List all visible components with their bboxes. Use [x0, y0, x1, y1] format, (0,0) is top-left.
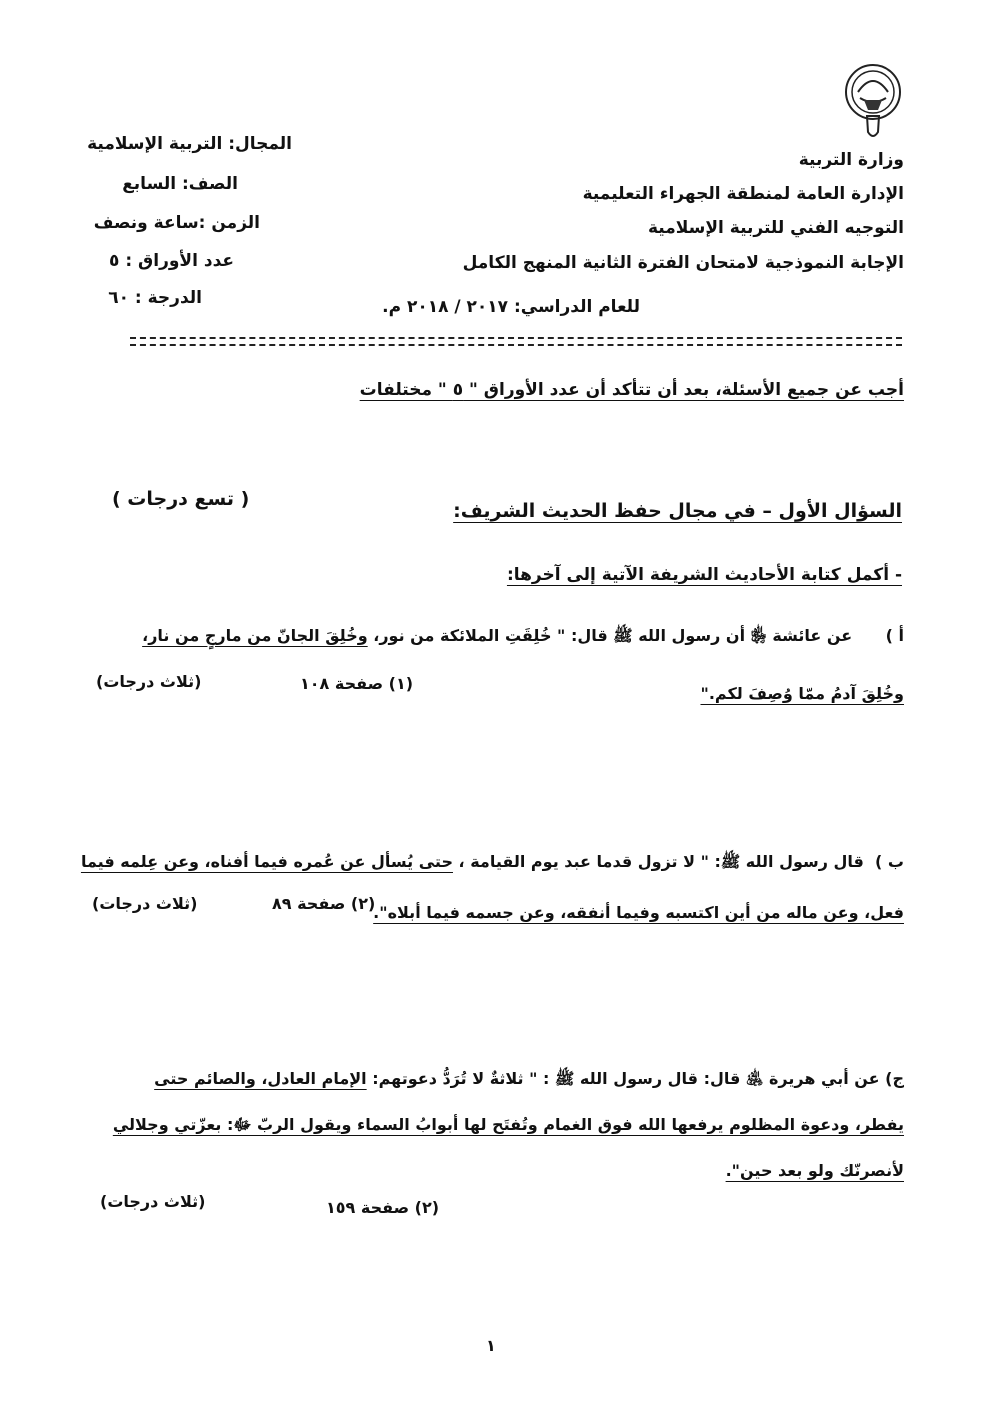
part-c-text: عن أبي هريرة ﵁ قال: قال رسول الله ﷺ : " ثلاثةٌ لا تُرَدُّ دعوتهم: — [366, 1069, 880, 1088]
part-a-text: عن عائشة ﵂ أن رسول الله ﷺ قال: " خُلِقَتِ الملائكة من نور، — [367, 626, 853, 645]
part-c-answer-line2: يفطر، ودعوة المظلوم يرفعها الله فوق الغمام وتُفتَح لها أبوابُ السماء ويقول الربّ ﷻ: بعزّتي وجلالي — [112, 1115, 904, 1134]
subject-field: المجال: التربية الإسلامية — [87, 134, 292, 154]
exam-duration: الزمن :ساعة ونصف — [93, 213, 260, 233]
part-c-answer: الإمام العادل، والصائم حتى — [154, 1069, 367, 1088]
ministry-name: وزارة التربية — [798, 150, 904, 170]
general-instruction: أجب عن جميع الأسئلة، بعد أن تتأكد أن عدد الأوراق " ٥ " مختلفات — [359, 380, 904, 400]
exam-title: الإجابة النموذجية لامتحان الفترة الثانية المنهج الكامل — [462, 253, 904, 273]
part-c-label: ج) — [885, 1069, 904, 1088]
page-number: ١ — [486, 1336, 496, 1355]
part-a-label: أ ) — [885, 626, 904, 645]
grade-level: الصف: السابع — [122, 174, 238, 194]
kuwait-emblem-icon — [842, 62, 904, 142]
total-score: الدرجة : ٦٠ — [108, 288, 202, 308]
part-b-label: ب ) — [875, 852, 904, 871]
part-c-reference: (٢) صفحة ١٥٩ — [326, 1198, 440, 1217]
question1-marks: ( تسع درجات ) — [112, 488, 250, 510]
part-a-grade: (ثلاث درجات) — [96, 672, 202, 691]
question1-prompt: - أكمل كتابة الأحاديث الشريفة الآتية إلى آخرها: — [506, 565, 902, 585]
header-divider-second — [130, 344, 902, 346]
part-a-reference: (١) صفحة ١٠٨ — [300, 674, 414, 693]
part-b-answer-line2: فعل، وعن ماله من أين اكتسبه وفيما أنفقه، وعن جسمه فيما أبلاه". — [373, 903, 904, 922]
part-a-answer: وخُلِقَ الجانّ من مارجٍ من نار، — [142, 626, 368, 645]
supervision-name: التوجيه الفني للتربية الإسلامية — [647, 218, 904, 238]
part-b-grade: (ثلاث درجات) — [92, 894, 198, 913]
part-a-line1 — [142, 626, 904, 649]
part-b-answer: حتى يُسأل عن عُمره فيما أفناه، وعن عِلمه فيما — [80, 852, 453, 871]
page-count: عدد الأوراق : ٥ — [109, 251, 234, 271]
part-a-answer-line2: وخُلِقَ آدمُ ممّا وُصِفَ لكم." — [700, 684, 904, 703]
academic-year: للعام الدراسي: ٢٠١٧ / ٢٠١٨ م. — [382, 297, 640, 317]
part-c-line1 — [154, 1069, 904, 1092]
directorate-name: الإدارة العامة لمنطقة الجهراء التعليمية — [582, 184, 904, 204]
part-b-line1 — [81, 852, 904, 875]
part-c-answer-line3: لأنصرنّك ولو بعد حين". — [725, 1161, 904, 1180]
header-divider — [130, 337, 902, 339]
part-b-reference: (٢) صفحة ٨٩ — [272, 894, 376, 913]
part-c-grade: (ثلاث درجات) — [100, 1192, 206, 1211]
question1-title: السؤال الأول – في مجال حفظ الحديث الشريف: — [453, 500, 902, 522]
part-b-text: قال رسول الله ﷺ: " لا تزول قدما عبد يوم القيامة ، — [452, 852, 864, 871]
